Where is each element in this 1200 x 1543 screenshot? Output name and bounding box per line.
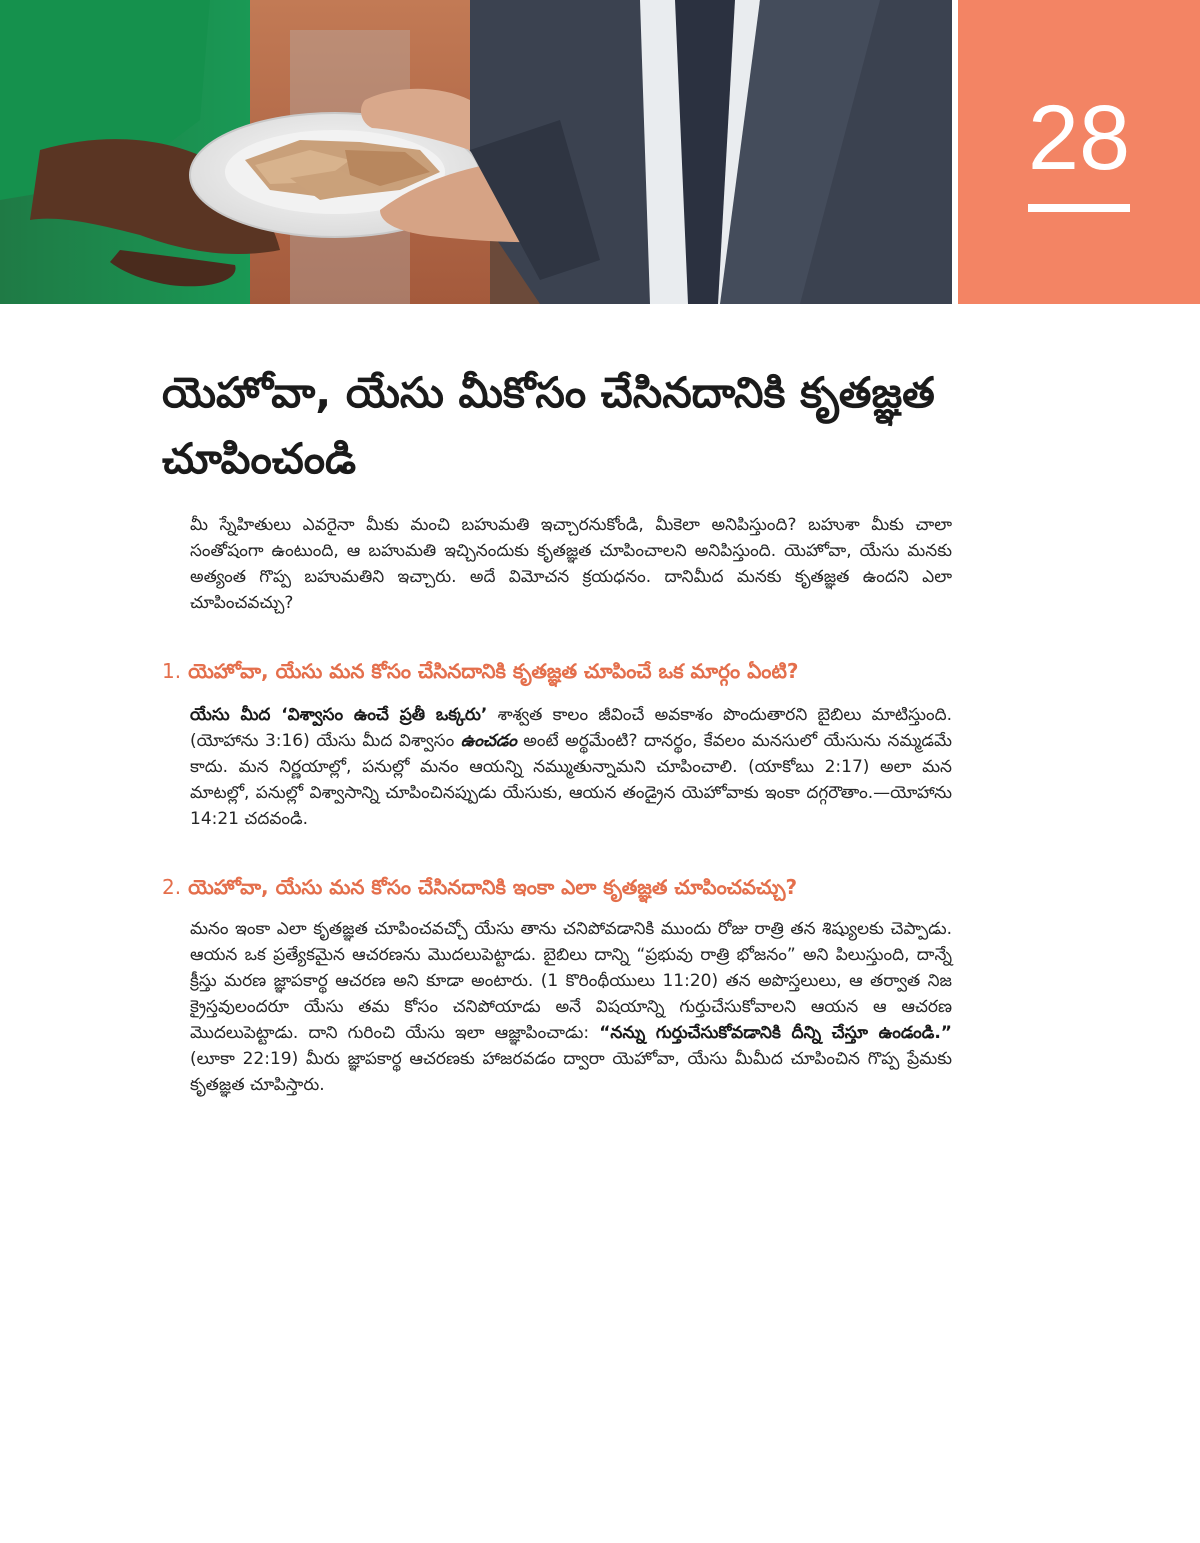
question-1 — [162, 656, 962, 686]
answer-2-text-a: మనం ఇంకా ఎలా కృతజ్ఞత చూపించవచ్చో యేసు తాను చనిపోవడానికి ముందు రోజు రాత్రి తన శిష్యులకు చెప్పాడు. ఆయన ఒక ప్రత్యేకమైన ఆచరణను మొదలుపెట్టాడు. బైబిలు దాన్ని “ప్రభువు రాత్రి భోజనం” అని పిలుస్తుంది, దాన్నే క్రీస్తు మరణ జ్ఞాపకార్థ ఆచరణ అని కూడా అంటారు. (1 కొరింథీయులు 11:20) తన అపొస్తలులు, ఆ తర్వాత నిజ క్రైస్తవులందరూ యేసు తమ కోసం చనిపోయాడు అనే విషయాన్ని గుర్తుచేసుకోవాలని ఆయన ఆ ఆచరణ మొదలుపెట్టాడు. దాని గురించి యేసు ఇలా ఆజ్ఞాపించాడు: — [190, 919, 952, 1043]
question-2-text: యెహోవా, యేసు మన కోసం చేసినదానికి ఇంకా ఎలా కృతజ్ఞత చూపించవచ్చు? — [188, 875, 798, 899]
question-1-number: 1. — [162, 659, 182, 683]
lesson-number: 28 — [1027, 87, 1131, 189]
header-photo — [0, 0, 952, 304]
answer-2-paragraph — [190, 916, 952, 1098]
question-2 — [162, 872, 962, 902]
answer-1-paragraph — [190, 702, 952, 832]
answer-2-text-b: (లూకా 22:19) మీరు జ్ఞాపకార్థ ఆచరణకు హాజరవడం ద్వారా యెహోవా, యేసు మీమీద చూపించిన గొప్ప ప్రేమకు కృతజ్ఞత చూపిస్తారు. — [190, 1049, 952, 1095]
answer-2-bold-quote: “నన్ను గుర్తుచేసుకోవడానికి దీన్ని చేస్తూ ఉండండి.” — [599, 1023, 952, 1043]
intro-paragraph: మీ స్నేహితులు ఎవరైనా మీకు మంచి బహుమతి ఇచ్చారనుకోండి, మీకెలా అనిపిస్తుంది? బహుశా మీకు చాలా సంతోషంగా ఉంటుంది, ఆ బహుమతి ఇచ్చినందుకు కృతజ్ఞత చూపించాలని అనిపిస్తుంది. యెహోవా, యేసు మనకు అత్యంత గొప్ప బహుమతిని ఇచ్చారు. అదే విమోచన క్రయధనం. దానిమీద మనకు కృతజ్ఞత ఉందని ఎలా చూపించవచ్చు? — [190, 515, 952, 613]
page-title: యెహోవా, యేసు మీకోసం చేసినదానికి కృతజ్ఞత చూపించండి — [162, 368, 935, 483]
question-2-number: 2. — [162, 875, 182, 899]
answer-1-bold-phrase: యేసు మీద ‘విశ్వాసం ఉంచే ప్రతీ ఒక్కరు’ — [190, 705, 488, 725]
lesson-number-box — [958, 0, 1200, 304]
lesson-number-underline — [1028, 204, 1130, 212]
answer-1-text-a: శాశ్వత కాలం జీవించే అవకాశం పొందుతారని బైబిలు మాటిస్తుంది. (యోహాను 3:16) యేసు మీద విశ్వాసం — [190, 705, 952, 751]
question-1-text: యెహోవా, యేసు మన కోసం చేసినదానికి కృతజ్ఞత చూపించే ఒక మార్గం ఏంటి? — [188, 659, 799, 683]
answer-1-emphasis: ఉంచడం — [460, 731, 517, 751]
answer-1-text-b: అంటే అర్థమేంటి? దానర్థం, కేవలం మనసులో యేసును నమ్మడమే కాదు. మన నిర్ణయాల్లో, పనుల్లో మనం ఆయన్ని నమ్ముతున్నామని చూపించాలి. (యాకోబు 2:17) అలా మన మాటల్లో, పనుల్లో విశ్వాసాన్ని చూపించినప్పుడు యేసుకు, ఆయన తండ్రైన యెహోవాకు ఇంకా దగ్గరౌతాం.—యోహాను 14:21 చదవండి. — [190, 731, 952, 829]
communion-plate-icon — [0, 0, 952, 304]
